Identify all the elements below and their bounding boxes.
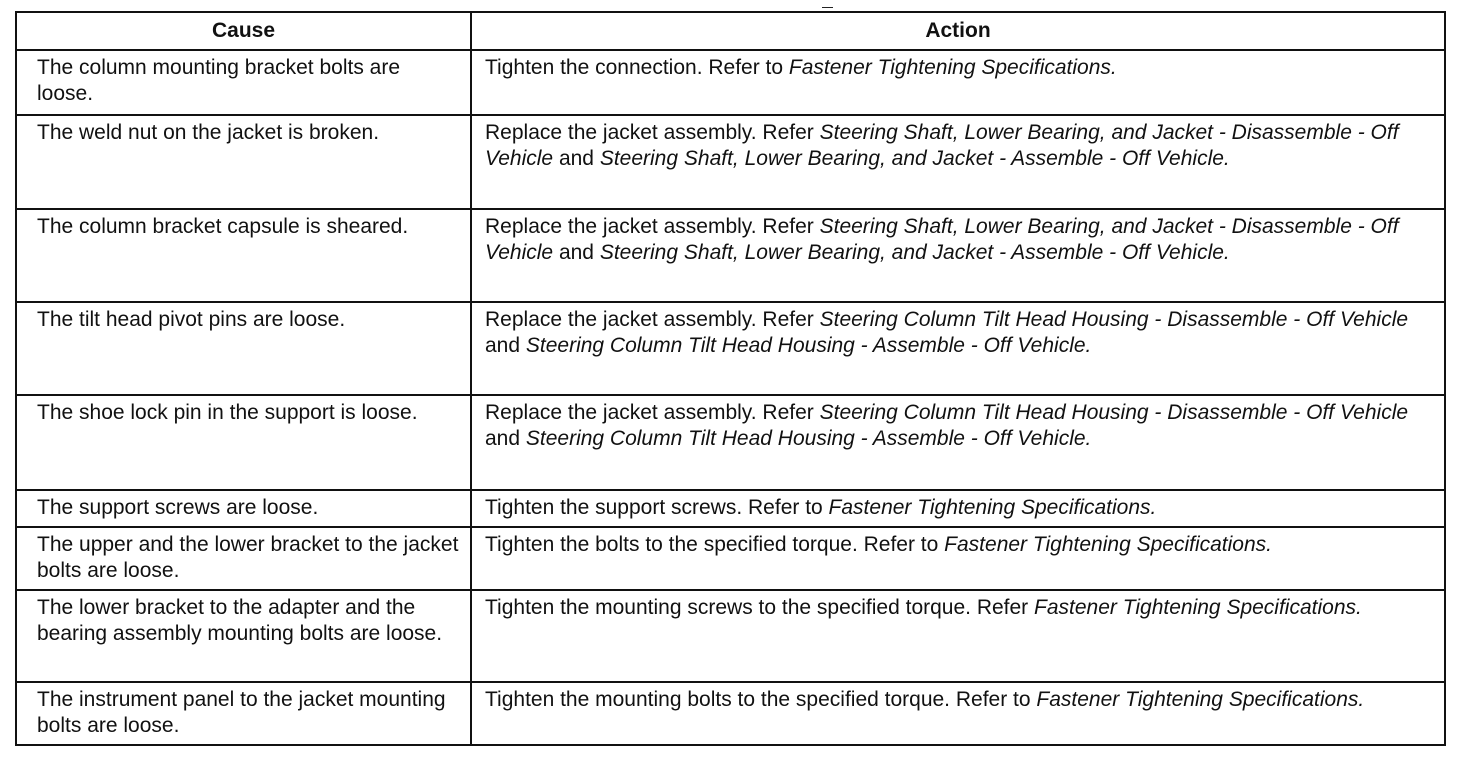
action-text: Tighten the mounting screws to the specified torque. Refer bbox=[485, 595, 1035, 619]
action-text: and bbox=[553, 146, 600, 170]
table-row bbox=[16, 395, 1445, 489]
action-text: Replace the jacket assembly. Refer bbox=[485, 401, 820, 425]
table-row bbox=[16, 50, 1445, 115]
procedure-reference: Fastener Tightening Specifications. bbox=[828, 495, 1157, 519]
table-row bbox=[16, 682, 1445, 745]
action-cell bbox=[471, 302, 1445, 395]
procedure-reference: Steering Column Tilt Head Housing - Assemble - Off Vehicle. bbox=[525, 427, 1092, 451]
table-row bbox=[16, 115, 1445, 209]
action-cell bbox=[471, 209, 1445, 302]
diagnosis-table bbox=[15, 11, 1446, 746]
action-cell bbox=[471, 527, 1445, 590]
table-row bbox=[16, 302, 1445, 395]
cause-cell: The weld nut on the jacket is broken. bbox=[16, 115, 471, 209]
action-text: Replace the jacket assembly. Refer bbox=[485, 215, 820, 239]
action-cell bbox=[471, 490, 1445, 527]
action-text: and bbox=[485, 334, 526, 358]
action-text: Tighten the connection. Refer to bbox=[485, 56, 789, 79]
action-cell bbox=[471, 682, 1445, 745]
action-text: Replace the jacket assembly. Refer bbox=[485, 308, 820, 332]
procedure-reference: Steering Shaft, Lower Bearing, and Jacket - Disassemble - Off Vehicle bbox=[485, 215, 1399, 265]
cause-cell: The column mounting bracket bolts are loose. bbox=[16, 50, 471, 115]
table-row bbox=[16, 209, 1445, 302]
cause-column-header: Cause bbox=[16, 12, 471, 50]
table-body bbox=[16, 50, 1445, 745]
action-text: Tighten the mounting bolts to the specified torque. Refer to bbox=[485, 688, 1037, 712]
action-text: Tighten the support screws. Refer to bbox=[485, 495, 829, 519]
action-cell bbox=[471, 50, 1445, 115]
cause-cell: The column bracket capsule is sheared. bbox=[16, 209, 471, 302]
procedure-reference: Fastener Tightening Specifications. bbox=[1034, 595, 1362, 619]
action-cell bbox=[471, 590, 1445, 682]
action-text: Tighten the bolts to the specified torque. Refer to bbox=[485, 533, 945, 557]
procedure-reference: Fastener Tightening Specifications. bbox=[788, 56, 1117, 79]
table-row bbox=[16, 527, 1445, 590]
action-column-header: Action bbox=[471, 12, 1445, 50]
action-text: and bbox=[553, 241, 600, 265]
procedure-reference: Steering Column Tilt Head Housing - Disassemble - Off Vehicle bbox=[819, 308, 1409, 332]
procedure-reference: Steering Shaft, Lower Bearing, and Jacket - Disassemble - Off Vehicle bbox=[485, 120, 1399, 170]
procedure-reference: Steering Shaft, Lower Bearing, and Jacket - Assemble - Off Vehicle. bbox=[599, 146, 1230, 170]
procedure-reference: Fastener Tightening Specifications. bbox=[1036, 688, 1365, 712]
table-row bbox=[16, 590, 1445, 682]
procedure-reference: Steering Column Tilt Head Housing - Assemble - Off Vehicle. bbox=[525, 334, 1092, 358]
action-cell bbox=[471, 395, 1445, 489]
cause-cell: The tilt head pivot pins are loose. bbox=[16, 302, 471, 395]
action-text: Replace the jacket assembly. Refer bbox=[485, 120, 820, 144]
procedure-reference: Steering Shaft, Lower Bearing, and Jacket - Assemble - Off Vehicle. bbox=[599, 241, 1230, 265]
scan-mark bbox=[822, 7, 833, 8]
header-row bbox=[16, 12, 1445, 50]
procedure-reference: Steering Column Tilt Head Housing - Disassemble - Off Vehicle bbox=[819, 401, 1409, 425]
cause-cell: The instrument panel to the jacket mounting bolts are loose. bbox=[16, 682, 471, 745]
action-cell bbox=[471, 115, 1445, 209]
cause-cell: The support screws are loose. bbox=[16, 490, 471, 527]
cause-cell: The shoe lock pin in the support is loose. bbox=[16, 395, 471, 489]
table-row bbox=[16, 490, 1445, 527]
action-text: and bbox=[485, 427, 526, 451]
procedure-reference: Fastener Tightening Specifications. bbox=[944, 533, 1272, 557]
cause-cell: The lower bracket to the adapter and the bearing assembly mounting bolts are loose. bbox=[16, 590, 471, 682]
cause-cell: The upper and the lower bracket to the jacket bolts are loose. bbox=[16, 527, 471, 590]
